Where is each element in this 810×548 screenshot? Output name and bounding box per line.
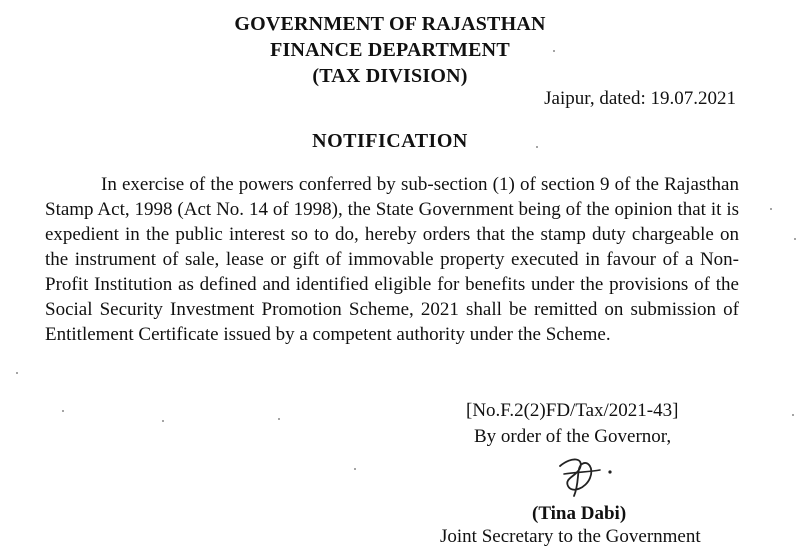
date-line: Jaipur, dated: 19.07.2021 (544, 88, 736, 109)
notification-title: NOTIFICATION (312, 130, 468, 152)
signatory-designation: Joint Secretary to the Government (440, 526, 701, 547)
scan-speck (162, 420, 164, 422)
scan-speck (62, 410, 64, 412)
header-division: (TAX DIVISION) (312, 65, 468, 87)
scan-speck (354, 468, 356, 470)
reference-number: [No.F.2(2)FD/Tax/2021-43] (466, 400, 679, 421)
notification-body: In exercise of the powers conferred by sub-section (1) of section 9 of the Rajasthan Stamp Act, 1998 (Act No. 14 of 1998), the State Government being of the opinion that it is expedient in the public interest so to do, hereby orders that the stamp duty chargeable on the instrument of sale, lease or gift of immovable property executed in favour of a Non-Profit Institution as defined and identified eligible for benefits under the provisions of the Social Security Investment Promotion Scheme, 2021 shall be remitted on submission of Entitlement Certificate issued by a competent authority under the Scheme. (45, 174, 739, 345)
scan-speck (792, 414, 794, 416)
scan-speck (536, 146, 538, 148)
scan-speck (794, 238, 796, 240)
scan-speck (770, 208, 772, 210)
scan-speck (16, 372, 18, 374)
signature-icon (550, 452, 622, 502)
header-government: GOVERNMENT OF RAJASTHAN (234, 13, 546, 35)
scan-speck (553, 50, 555, 52)
signatory-name: (Tina Dabi) (532, 503, 627, 524)
scan-speck (278, 418, 280, 420)
order-line: By order of the Governor, (474, 426, 672, 447)
header-department: FINANCE DEPARTMENT (270, 39, 510, 61)
